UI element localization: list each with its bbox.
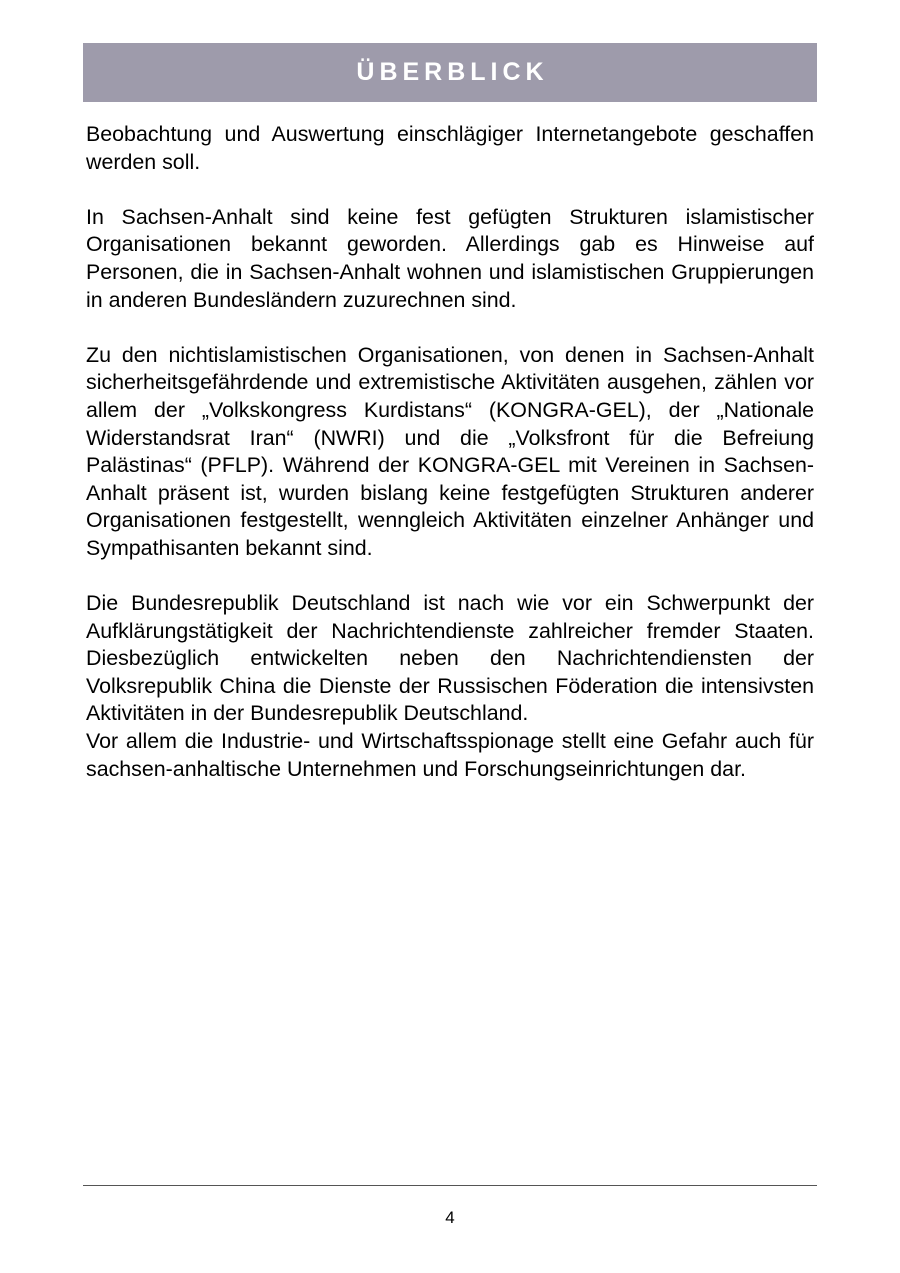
paragraph-3: Zu den nichtislamistischen Organisationen, von denen in Sachsen-Anhalt sicherheitsgefährdende und extremistische Aktivitäten ausgehen, zählen vor allem der „Volkskongress Kurdistans“ (KONGRA-GEL), der „Nationale Widerstandsrat Iran“ (NWRI) und die „Volksfront für die Befreiung Palästinas“ (PFLP). Während der KONGRA-GEL mit Vereinen in Sachsen-Anhalt präsent ist, wurden bislang keine festgefügten Strukturen anderer Organisationen festgestellt, wenngleich Aktivitäten einzelner Anhänger und Sympathisanten bekannt sind. (86, 342, 814, 560)
page-number: 4 (445, 1208, 455, 1227)
paragraph-2: In Sachsen-Anhalt sind keine fest gefügten Strukturen islamistischer Organisationen bekannt geworden. Allerdings gab es Hinweise auf Personen, die in Sachsen-Anhalt wohnen und islamistischen Gruppierungen in anderen Bundesländern zuzurechnen sind. (86, 204, 814, 312)
section-title: ÜBERBLICK (356, 58, 549, 86)
paragraph-4: Die Bundesrepublik Deutschland ist nach wie vor ein Schwerpunkt der Aufklärungstätigkeit der Nachrichtendienste zahlreicher fremder Staaten. Diesbezüglich entwickelten neben den Nachrichtendiensten der Volksrepublik China die Dienste der Russischen Föderation die intensivsten Aktivitäten in der Bundesrepublik Deutschland. (86, 591, 814, 726)
section-header-bar (83, 43, 817, 102)
body-text (86, 121, 814, 783)
paragraph-5: Vor allem die Industrie- und Wirtschaftsspionage stellt eine Gefahr auch für sachsen-anhaltische Unternehmen und Forschungseinrichtungen dar. (86, 729, 814, 781)
paragraph-1: Beobachtung und Auswertung einschlägiger Internetangebote geschaffen werden soll. (86, 122, 814, 174)
footer-divider (83, 1185, 817, 1186)
